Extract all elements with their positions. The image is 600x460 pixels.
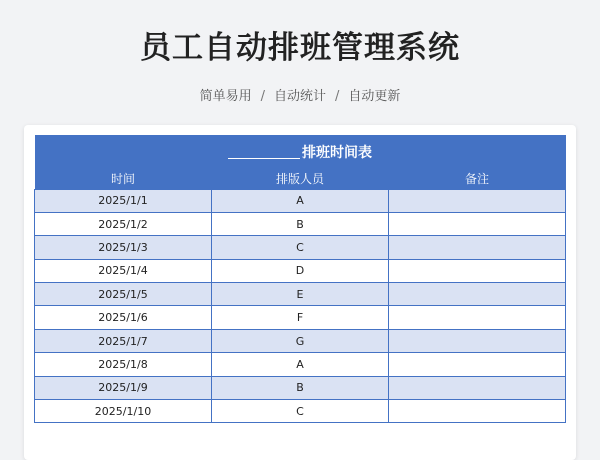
tag-simple: 简单易用	[199, 89, 252, 104]
date-cell[interactable]: 2025/1/4	[35, 259, 212, 282]
date-cell[interactable]: 2025/1/9	[35, 376, 212, 399]
table-row	[35, 212, 566, 235]
date-cell[interactable]: 2025/1/1	[35, 189, 212, 212]
note-cell[interactable]	[389, 353, 566, 376]
staff-cell[interactable]: A	[212, 353, 389, 376]
date-cell[interactable]: 2025/1/6	[35, 306, 212, 329]
note-cell[interactable]	[389, 212, 566, 235]
note-cell[interactable]	[389, 329, 566, 352]
staff-cell[interactable]: C	[212, 236, 389, 259]
tag-auto-update: 自动更新	[348, 89, 401, 104]
header-staff[interactable]: 排版人员	[275, 172, 324, 187]
table-row	[35, 376, 566, 399]
table-row	[35, 329, 566, 352]
table-row	[35, 189, 566, 212]
staff-cell[interactable]: F	[212, 306, 389, 329]
schedule-table	[34, 135, 566, 423]
page-title: 员工自动排班管理系统	[140, 30, 460, 66]
staff-cell[interactable]: A	[212, 189, 389, 212]
staff-cell[interactable]: B	[212, 212, 389, 235]
staff-cell[interactable]: B	[212, 376, 389, 399]
note-cell[interactable]	[389, 259, 566, 282]
table-header-row	[35, 169, 566, 189]
note-cell[interactable]	[389, 236, 566, 259]
staff-cell[interactable]: D	[212, 259, 389, 282]
tag-auto-stats: 自动统计	[273, 89, 326, 104]
table-row	[35, 306, 566, 329]
table-row	[35, 283, 566, 306]
date-cell[interactable]: 2025/1/7	[35, 329, 212, 352]
table-row	[35, 236, 566, 259]
date-cell[interactable]: 2025/1/3	[35, 236, 212, 259]
table-row	[35, 259, 566, 282]
date-cell[interactable]: 2025/1/2	[35, 212, 212, 235]
note-cell[interactable]	[389, 400, 566, 423]
date-cell[interactable]: 2025/1/5	[35, 283, 212, 306]
header-note[interactable]: 备注	[464, 172, 489, 187]
staff-cell[interactable]: E	[212, 283, 389, 306]
note-cell[interactable]	[389, 283, 566, 306]
spreadsheet-card	[24, 125, 576, 460]
date-cell[interactable]: 2025/1/10	[35, 400, 212, 423]
header-date[interactable]: 时间	[110, 172, 135, 187]
tag-separator: /	[335, 89, 340, 104]
table-row	[35, 400, 566, 423]
date-cell[interactable]: 2025/1/8	[35, 353, 212, 376]
table-title: 排班时间表	[302, 145, 372, 161]
title-blank-underline	[228, 148, 300, 159]
note-cell[interactable]	[389, 376, 566, 399]
table-row	[35, 353, 566, 376]
table-title-cell[interactable]	[35, 135, 566, 169]
tag-separator: /	[260, 89, 265, 104]
feature-tags	[0, 85, 600, 104]
staff-cell[interactable]: G	[212, 329, 389, 352]
staff-cell[interactable]: C	[212, 400, 389, 423]
note-cell[interactable]	[389, 189, 566, 212]
table-banner	[35, 135, 566, 169]
note-cell[interactable]	[389, 306, 566, 329]
